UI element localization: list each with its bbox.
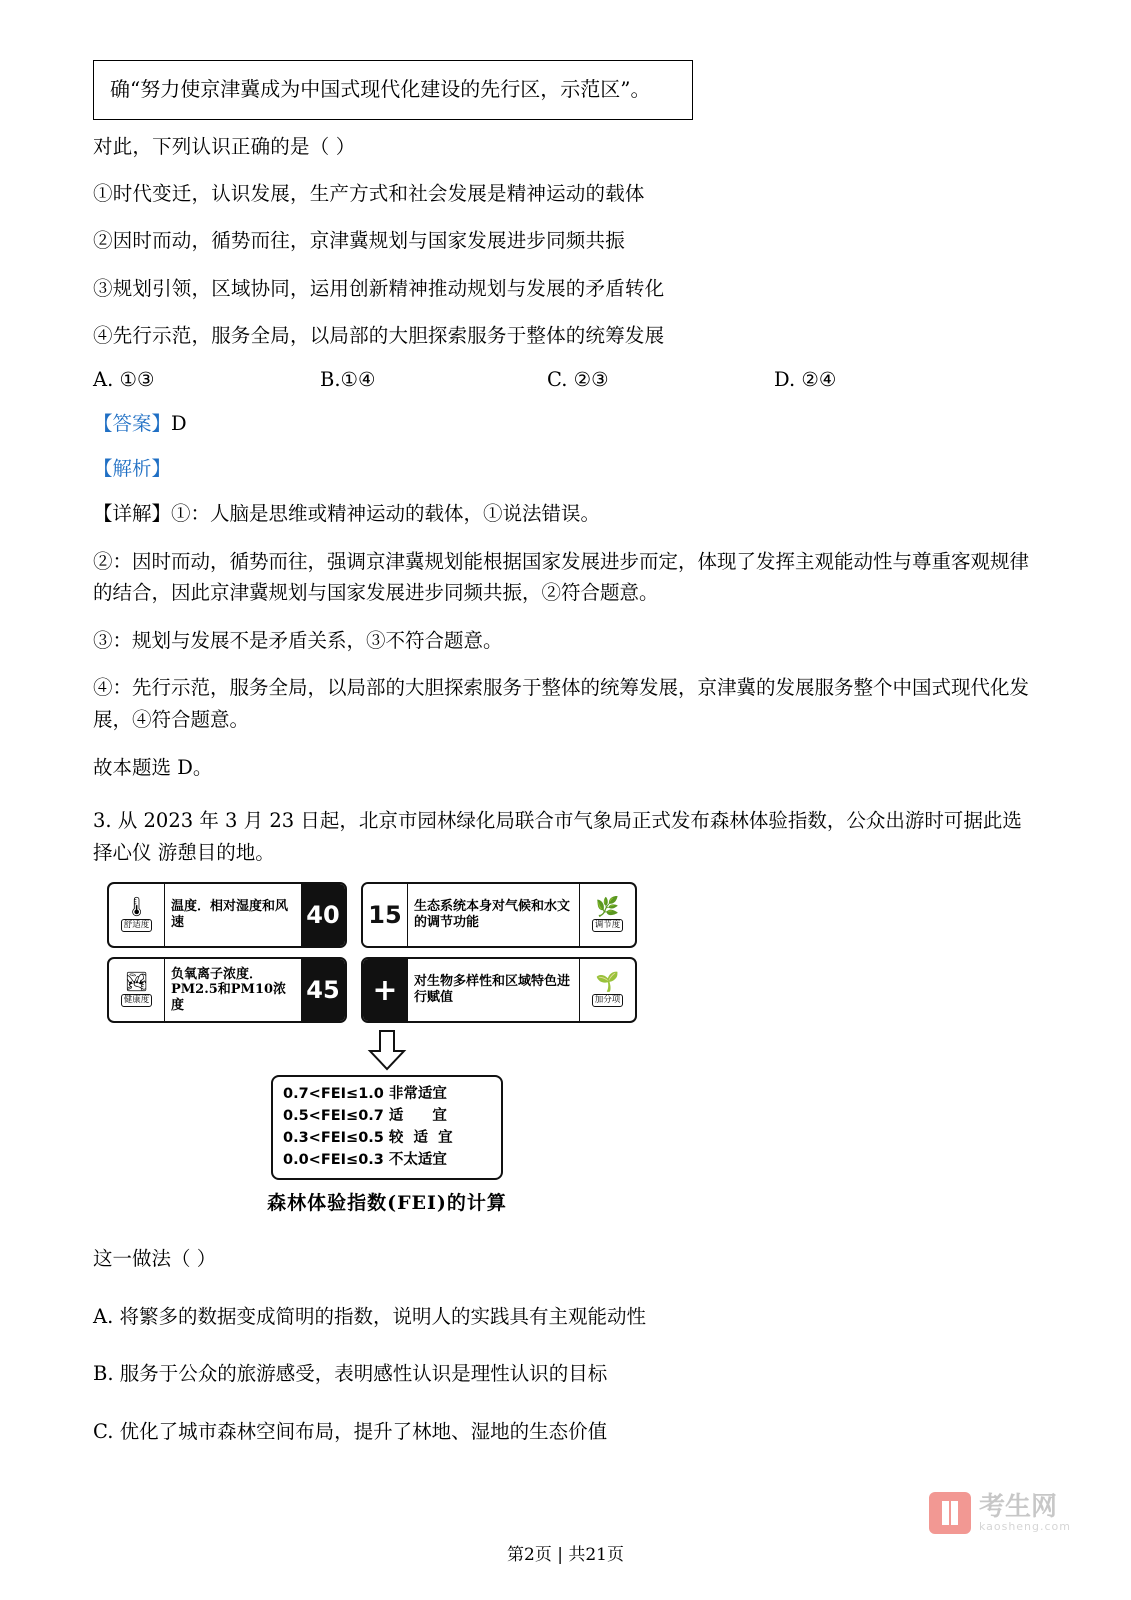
fei-card-bonus (361, 957, 637, 1023)
fei-rule-2: 0.5<FEI≤0.7 适 宜 (283, 1108, 447, 1125)
plus-icon: + (363, 959, 408, 1021)
fei-card-health-value: 45 (301, 959, 345, 1021)
watermark-en: kaosheng.com (978, 1519, 1071, 1533)
thermometer-icon (109, 884, 165, 946)
fei-rules-box (271, 1075, 503, 1180)
fei-card-bonus-label: 加分项 (592, 994, 624, 1007)
figure-caption: 森林体验指数(FEI)的计算 (267, 1192, 507, 1215)
question-stem: 对此，下列认识正确的是（ ） (93, 135, 356, 158)
answer-row (93, 408, 1038, 436)
answer-options (93, 368, 1038, 391)
statement-1: ①时代变迁，认识发展，生产方式和社会发展是精神运动的载体 (93, 182, 645, 206)
question-3-stem: 3. 从 2023 年 3 月 23 日起，北京市园林绿化局联合市气象局正式发布森林体验指数，公众出游时可据此选择心仪 游憩目的地。 (93, 809, 1022, 864)
watermark-text (978, 1491, 1071, 1533)
fei-figure (107, 882, 667, 1215)
detail-3: ③：规划与发展不是矛盾关系，③不符合题意。 (93, 628, 503, 652)
fei-card-bonus-text: 对生物多样性和区域特色进行赋值 (414, 974, 571, 1006)
leaf-icon (579, 884, 635, 946)
fei-card-comfort-text: 温度．相对湿度和风速 (171, 899, 289, 931)
fei-card-health-label: 健康度 (121, 994, 153, 1007)
option-d: D. ②④ (774, 368, 837, 392)
detail-2: ②：因时而动，循势而往，强调京津冀规划能根据国家发展进步而定，体现了发挥主观能动性与尊重客观规律的结合，因此京津冀规划与国家发展进步同频共振，②符合题意。 (93, 549, 1030, 605)
fei-card-health (107, 957, 347, 1023)
quote-text: 确“努力使京津冀成为中国式现代化建设的先行区，示范区”。 (110, 77, 651, 101)
option-b: B.①④ (320, 368, 376, 392)
statement-2: ②因时而动，循势而往，京津冀规划与国家发展进步同频共振 (93, 229, 625, 253)
tail-option-c: C. 优化了城市森林空间布局，提升了林地、湿地的生态价值 (93, 1420, 608, 1444)
sprout-icon (579, 959, 635, 1021)
detail-5: 故本题选 D。 (93, 755, 213, 779)
fei-rule-3: 0.3<FEI≤0.5 较 适 宜 (283, 1129, 453, 1146)
bonus-glyph: 🌱 (595, 971, 620, 994)
analysis-label: 【解析】 (93, 457, 172, 481)
health-glyph: 🏞 (124, 971, 149, 994)
answer-value: D (171, 412, 187, 436)
question-3-tail (93, 1243, 1038, 1447)
statement-4: ④先行示范，服务全局，以局部的大胆探索服务于整体的统筹发展 (93, 323, 665, 347)
fei-row-2 (107, 957, 667, 1023)
tail-option-a: A. 将繁多的数据变成简明的指数，说明人的实践具有主观能动性 (93, 1304, 646, 1328)
page-content (93, 60, 1038, 1474)
down-arrow-icon (107, 1029, 667, 1071)
fei-row-1 (107, 882, 667, 948)
regulation-glyph: 🌿 (595, 896, 620, 919)
fei-rule-4: 0.0<FEI≤0.3 不太适宜 (283, 1151, 447, 1168)
mountain-icon (109, 959, 165, 1021)
fei-card-rows (107, 882, 667, 1023)
option-c: C. ②③ (547, 368, 609, 392)
detail-4: ④：先行示范，服务全局，以局部的大胆探索服务于整体的统筹发展，京津冀的发展服务整个中国式现代化发展，④符合题意。 (93, 676, 1030, 731)
comfort-glyph: 🌡 (124, 896, 149, 919)
fei-card-health-text: 负氧离子浓度．PM2.5和PM10浓度 (171, 966, 287, 1014)
page-footer: 第2页 | 共21页 (507, 1545, 624, 1565)
watermark (929, 1492, 1071, 1534)
detail-1: 【详解】①：人脑是思维或精神运动的载体，①说法错误。 (93, 502, 601, 526)
fei-card-comfort-label: 舒适度 (121, 919, 153, 932)
statement-3: ③规划引领，区域协同，运用创新精神推动规划与发展的矛盾转化 (93, 276, 665, 300)
option-a: A. ①③ (93, 368, 155, 392)
fei-card-comfort-value: 40 (301, 884, 345, 946)
fei-card-regulation-label: 调节度 (592, 919, 624, 932)
answer-label: 【答案】 (93, 412, 172, 436)
kaosheng-logo-icon (929, 1492, 971, 1534)
analysis-detail (93, 498, 1038, 783)
fei-card-regulation-text: 生态系统本身对气候和水文的调节功能 (414, 899, 571, 931)
quote-box (93, 60, 693, 120)
tail-option-b: B. 服务于公众的旅游感受，表明感性认识是理性认识的目标 (93, 1362, 608, 1386)
fei-card-regulation-value: 15 (363, 884, 408, 946)
tail-stem: 这一做法（ ） (93, 1247, 217, 1271)
fei-rule-1: 0.7<FEI≤1.0 非常适宜 (283, 1086, 447, 1103)
watermark-cn: 考生网 (978, 1491, 1057, 1522)
fei-card-regulation (361, 882, 637, 948)
fei-card-comfort (107, 882, 347, 948)
